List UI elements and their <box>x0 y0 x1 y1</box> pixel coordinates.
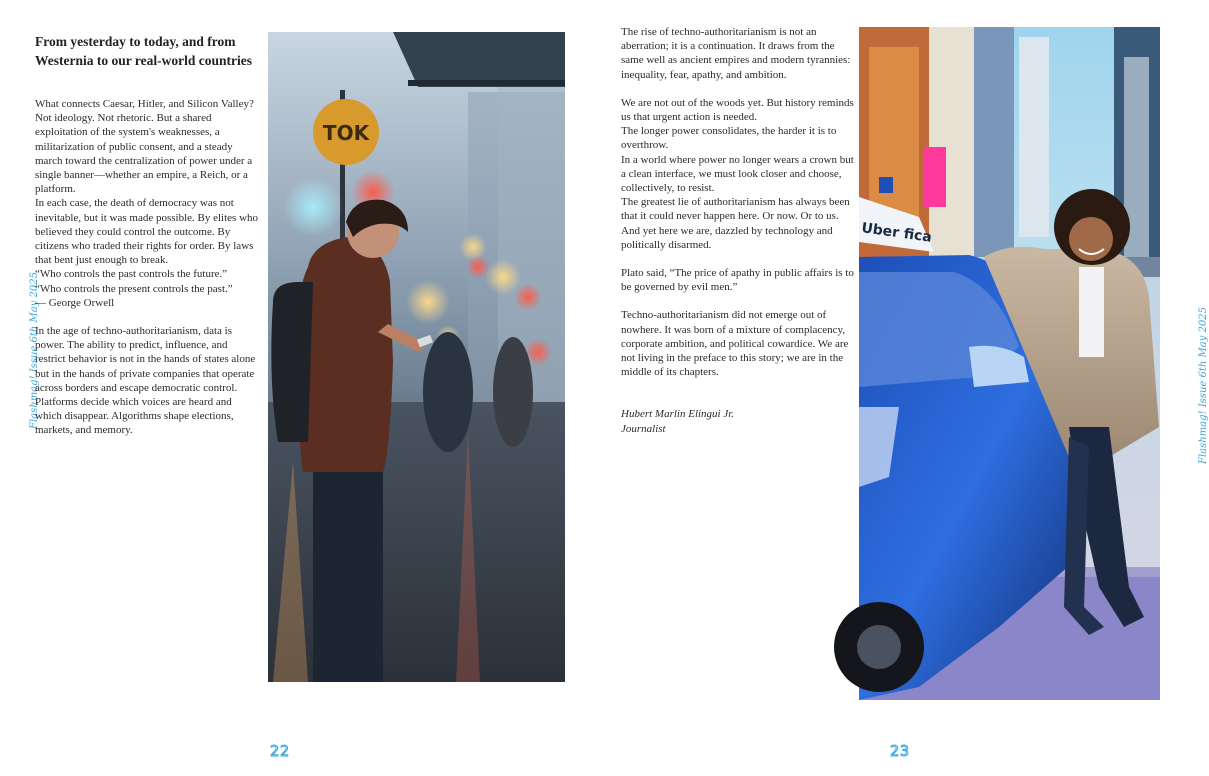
svg-text:TOK: TOK <box>322 121 370 145</box>
issue-side-note: Flashmag! Issue 6th May 2025 <box>28 272 40 429</box>
left-text-column <box>35 97 260 438</box>
article-headline: From yesterday to today, and from Westernia to our real-world countries <box>35 34 252 68</box>
paragraph: The greatest lie of authoritarianism has always been that it could never happen here. Or now. Or to us. <box>621 196 850 223</box>
paragraph: What connects Caesar, Hitler, and Silicon Valley? Not ideology. Not rhetoric. But a shared exploitation of the system's weaknesses, a militarization of public consent, and a steady march toward the centralization of power under a single banner—whether an empire, a Reich, or a platform. <box>35 98 254 196</box>
issue-side-note: Flashmag! Issue 6th May 2025 <box>1197 307 1209 464</box>
page-number: 22 <box>270 742 291 760</box>
taxi-woman-painting <box>859 27 1160 700</box>
svg-text:Uber fica: Uber fica <box>860 220 933 246</box>
author-title: Journalist <box>621 422 666 435</box>
page-number: 23 <box>890 742 911 760</box>
paragraph: We are not out of the woods yet. But history reminds us that urgent action is needed. <box>621 96 854 124</box>
quote-attribution: — George Orwell <box>35 296 115 309</box>
paragraph: And yet here we are, dazzled by technology and politically disarmed. <box>621 224 833 251</box>
orwell-quote-line: “Who controls the past controls the future.” <box>35 268 228 281</box>
street-phone-photo <box>268 32 565 682</box>
plato-quote: Plato said, “The price of apathy in public affairs is to be governed by evil men.” <box>621 267 854 294</box>
paragraph: In a world where power no longer wears a crown but a clean interface, we must look closer and choose, collectively, to resist. <box>621 153 854 195</box>
orwell-quote-line: “Who controls the present controls the past.” <box>35 282 233 295</box>
paragraph: In each case, the death of democracy was not inevitable, but it was made possible. By elites who believed they could control the outcome. By citizens who traded their rights for order. By laws that bent just enough to break. <box>35 197 259 267</box>
paragraph: The longer power consolidates, the harder it is to overthrow. <box>621 125 837 152</box>
paragraph: The rise of techno-authoritarianism is not an aberration; it is a continuation. It draws from the same well as ancient empires and modern tyrannies: inequality, fear, apathy, and ambition. <box>621 26 851 81</box>
author-signature <box>621 407 856 435</box>
author-name: Hubert Marlin Elingui Jr. <box>621 408 735 421</box>
right-page <box>600 0 1209 776</box>
paragraph: Techno-authoritarianism did not emerge out of nowhere. It was born of a mixture of complacency, corporate ambition, and political cowardice. We are not living in the preface to this story; we are in the middle of its chapters. <box>621 309 849 379</box>
left-page <box>0 0 600 776</box>
right-text-column <box>621 25 856 436</box>
paragraph: In the age of techno-authoritarianism, data is power. The ability to predict, influence, and restrict behavior is not in the hands of states alone but in the hands of private companies that operate across borders and escape democratic control. Platforms decide which voices are heard and which disappear. Algorithms shape elections, markets, and memory. <box>35 325 256 437</box>
